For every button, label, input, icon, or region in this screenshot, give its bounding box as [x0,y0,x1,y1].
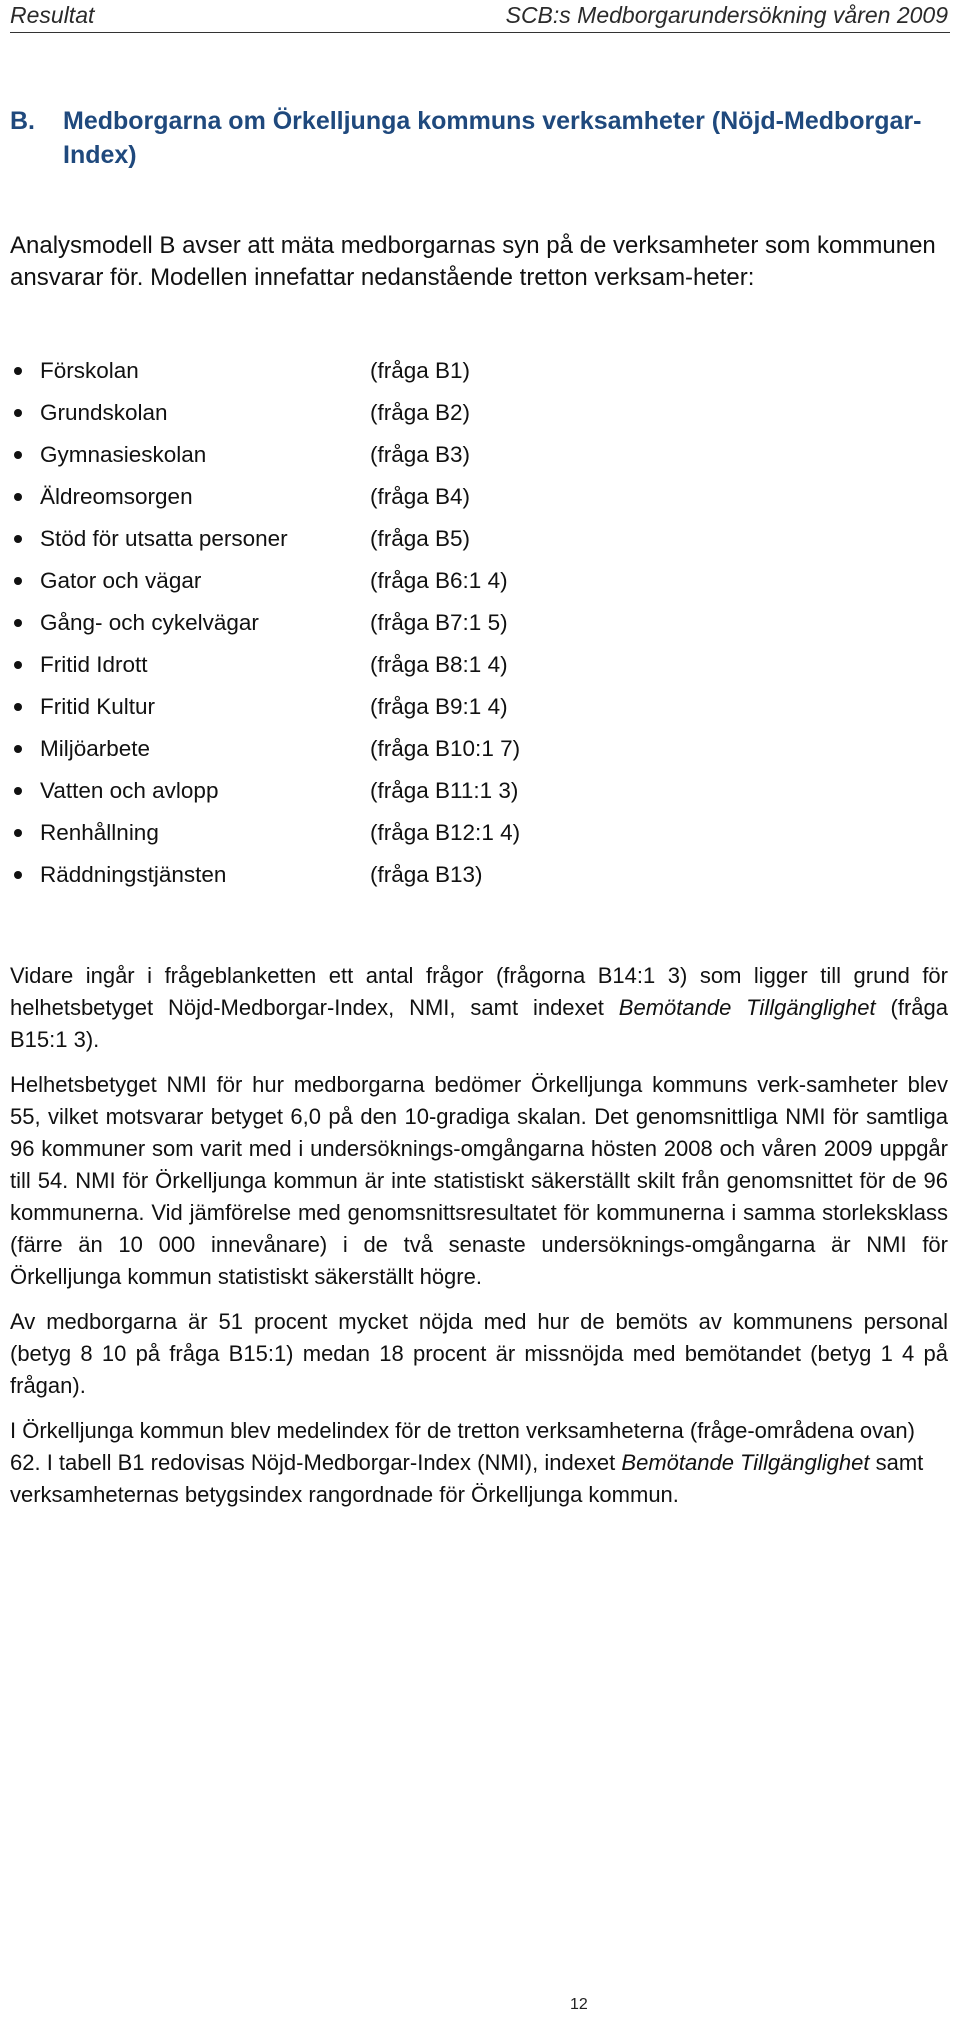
list-item [0,858,960,898]
activity-name: Gymnasieskolan [40,442,207,467]
body-text [10,960,948,1524]
bullet-icon [14,409,22,417]
section-title: Medborgarna om Örkelljunga kommuns verksamheter (Nöjd-Medborgar-Index) [63,107,922,169]
activity-question: (fråga B9:1 4) [370,694,508,719]
list-item [0,774,960,814]
paragraph-medelindex [10,1415,948,1511]
paragraph-text: samt verksamheternas betygsindex rangordnade för Örkelljunga kommun. [10,1450,924,1507]
bullet-icon [14,703,22,711]
activity-question: (fråga B10:1 7) [370,736,521,761]
list-item [0,438,960,478]
paragraph-text: Vidare ingår i frågeblanketten ett antal frågor (frågorna B14:1 3) som ligger till grund för helhetsbetyget Nöjd-Medborgar-Index, NMI, samt indexet [10,963,948,1020]
activity-name: Stöd för utsatta personer [40,526,288,551]
activity-name: Gång- och cykelvägar [40,610,259,635]
bullet-icon [14,745,22,753]
activity-question: (fråga B3) [370,442,471,467]
paragraph-bemotande: Av medborgarna är 51 procent mycket nöjda med hur de bemöts av kommunens personal (betyg 8 10 på fråga B15:1) medan 18 procent är missnöjda med bemötandet (betyg 1 4 på frågan). [10,1309,948,1398]
activity-question: (fråga B13) [370,862,483,887]
paragraph-nmi-result: Helhetsbetyget NMI för hur medborgarna bedömer Örkelljunga kommuns verk-samheter blev 55, vilket motsvarar betyget 6,0 på den 10-gradiga skalan. Det genomsnittliga NMI för samtliga 96 kommuner som varit med i undersöknings-omgångarna hösten 2008 och våren 2009 uppgår till 54. NMI för Örkelljunga kommun är inte statistiskt säkerställt skilt från genomsnittet för de 96 kommunerna. Vid jämförelse med genomsnittsresultatet för kommunerna i samma storleksklass (färre än 10 000 innevånare) i de två senaste undersöknings-omgångarna är NMI för Örkelljunga kommun statistiskt säkerställt högre. [10,1072,948,1289]
list-item [0,522,960,562]
page-number: 12 [570,1996,588,2013]
index-name-italic: Bemötande Tillgänglighet [621,1450,870,1475]
activity-question: (fråga B1) [370,358,471,383]
bullet-icon [14,367,22,375]
paragraph-text: I Örkelljunga kommun blev medelindex för de tretton verksamheterna (fråge-områdena ovan) 62. I tabell B1 redovisas Nöjd-Medborgar-Index (NMI), indexet [10,1418,915,1475]
activity-question: (fråga B12:1 4) [370,820,521,845]
list-item [0,816,960,856]
activity-name: Fritid Kultur [40,694,156,719]
bullet-icon [14,829,22,837]
intro-text: Analysmodell B avser att mäta medborgarnas syn på de verksamheter som kommunen ansvarar för. Modellen innefattar nedanstående tretton verksam-heter: [10,232,936,291]
activity-question: (fråga B2) [370,400,471,425]
list-item [0,396,960,436]
list-item [0,354,960,394]
activity-question: (fråga B6:1 4) [370,568,508,593]
header-divider [10,32,950,33]
bullet-icon [14,535,22,543]
activity-name: Miljöarbete [40,736,151,761]
activity-name: Räddningstjänsten [40,862,227,887]
activity-question: (fråga B5) [370,526,471,551]
bullet-icon [14,619,22,627]
list-item [0,480,960,520]
list-item [0,648,960,688]
activity-name: Renhållning [40,820,159,845]
activity-question: (fråga B8:1 4) [370,652,508,677]
activity-name: Äldreomsorgen [40,484,193,509]
bullet-icon [14,577,22,585]
bullet-icon [14,871,22,879]
header-section-label: Resultat [10,2,95,28]
activity-name: Förskolan [40,358,139,383]
activity-question: (fråga B4) [370,484,471,509]
list-item [0,606,960,646]
paragraph-nmi-questions [10,960,948,1056]
index-name-italic: Bemötande Tillgänglighet [618,995,876,1020]
activity-name: Vatten och avlopp [40,778,219,803]
activity-question: (fråga B7:1 5) [370,610,508,635]
bullet-icon [14,787,22,795]
bullet-icon [14,661,22,669]
list-item [0,732,960,772]
activity-name: Fritid Idrott [40,652,148,677]
activity-name: Gator och vägar [40,568,202,593]
header-report-title: SCB:s Medborgarundersökning våren 2009 [505,2,948,28]
paragraph-text: (fråga B15:1 3). [10,995,948,1052]
section-number: B. [10,107,35,135]
list-item [0,564,960,604]
activity-question: (fråga B11:1 3) [370,778,519,803]
bullet-icon [14,451,22,459]
bullet-icon [14,493,22,501]
intro-paragraph [10,230,950,294]
list-item [0,690,960,730]
page-header [0,0,960,30]
activity-name: Grundskolan [40,400,168,425]
